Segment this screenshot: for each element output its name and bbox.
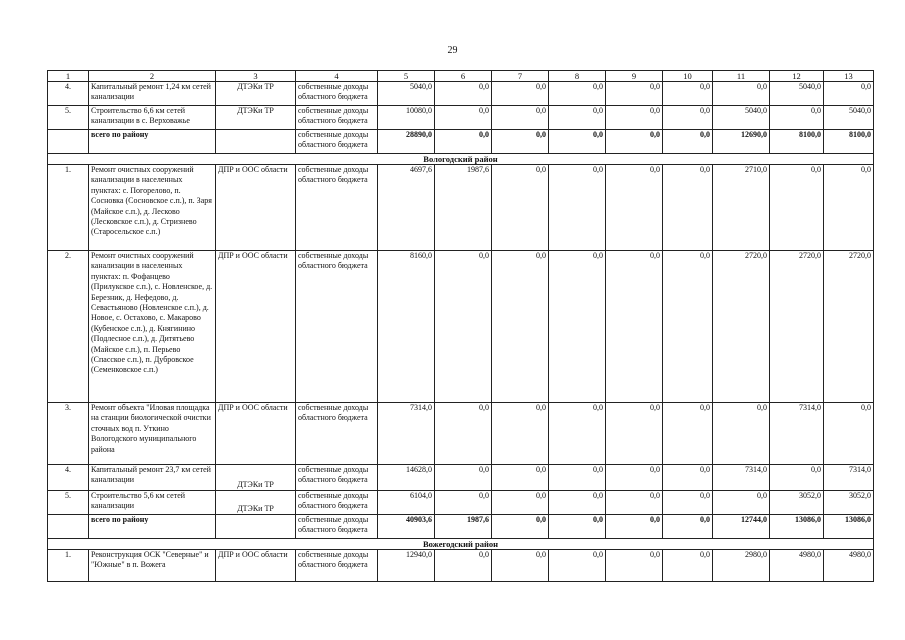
amount-cell: 2720,0 — [713, 251, 770, 403]
amount-cell: 5040,0 — [770, 82, 824, 106]
row-index: 1. — [48, 165, 89, 251]
amount-cell: 8100,0 — [824, 130, 874, 154]
amount-cell: 3052,0 — [770, 491, 824, 515]
column-header: 9 — [606, 71, 663, 82]
amount-cell: 0,0 — [435, 403, 492, 465]
table-row — [48, 491, 874, 515]
row-org: ДПР и ООС области — [216, 403, 296, 465]
row-name: Капитальный ремонт 23,7 км сетей канализации — [89, 465, 216, 491]
amount-cell: 0,0 — [435, 465, 492, 491]
table-row — [48, 403, 874, 465]
column-header: 13 — [824, 71, 874, 82]
row-name: Ремонт объекта "Иловая площадка на станции биологической очистки сточных вод п. Уткино Вологодского муниципального района — [89, 403, 216, 465]
amount-cell: 3052,0 — [824, 491, 874, 515]
amount-cell: 13086,0 — [824, 515, 874, 539]
amount-cell: 6104,0 — [378, 491, 435, 515]
column-header: 8 — [549, 71, 606, 82]
row-name: всего по району — [89, 130, 216, 154]
row-index: 5. — [48, 491, 89, 515]
amount-cell: 0,0 — [492, 165, 549, 251]
table-row — [48, 465, 874, 491]
amount-cell: 0,0 — [713, 82, 770, 106]
amount-cell: 0,0 — [663, 251, 713, 403]
amount-cell: 12744,0 — [713, 515, 770, 539]
amount-cell: 0,0 — [435, 106, 492, 130]
row-org: ДТЭКи ТР — [216, 106, 296, 130]
amount-cell: 12940,0 — [378, 550, 435, 582]
table-header-row — [48, 71, 874, 82]
row-index: 5. — [48, 106, 89, 130]
total-row — [48, 130, 874, 154]
budget-table — [47, 70, 874, 582]
amount-cell: 5040,0 — [378, 82, 435, 106]
row-name: Строительство 6,6 км сетей канализации в с. Верховажье — [89, 106, 216, 130]
row-funding-source: собственные доходы областного бюджета — [296, 130, 378, 154]
amount-cell: 0,0 — [492, 130, 549, 154]
amount-cell: 28890,0 — [378, 130, 435, 154]
amount-cell: 0,0 — [549, 515, 606, 539]
table-row — [48, 82, 874, 106]
amount-cell: 0,0 — [492, 251, 549, 403]
amount-cell: 0,0 — [549, 106, 606, 130]
amount-cell: 0,0 — [663, 403, 713, 465]
amount-cell: 0,0 — [492, 403, 549, 465]
column-header: 3 — [216, 71, 296, 82]
amount-cell: 0,0 — [435, 550, 492, 582]
row-funding-source: собственные доходы областного бюджета — [296, 465, 378, 491]
amount-cell: 0,0 — [549, 165, 606, 251]
amount-cell: 0,0 — [663, 491, 713, 515]
amount-cell: 0,0 — [549, 491, 606, 515]
column-header: 4 — [296, 71, 378, 82]
row-index: 1. — [48, 550, 89, 582]
amount-cell: 0,0 — [435, 130, 492, 154]
amount-cell: 0,0 — [663, 515, 713, 539]
amount-cell: 0,0 — [492, 82, 549, 106]
district-title: Вожегодский район — [48, 539, 874, 550]
page-number: 29 — [447, 45, 458, 56]
amount-cell: 0,0 — [606, 106, 663, 130]
row-name: Ремонт очистных сооружений канализации в населенных пунктах: с. Погорелово, п. Сосновка (Сосновское с.п.), п. Заря (Майское с.п.), д. Лесково (Лесковское с.п.), д. Стризнево (Старосельское с.п.) — [89, 165, 216, 251]
amount-cell: 0,0 — [770, 465, 824, 491]
amount-cell: 0,0 — [663, 106, 713, 130]
amount-cell: 2720,0 — [770, 251, 824, 403]
district-header-row — [48, 539, 874, 550]
row-index: 3. — [48, 403, 89, 465]
amount-cell: 0,0 — [549, 82, 606, 106]
row-name: Строительство 5,6 км сетей канализации — [89, 491, 216, 515]
amount-cell: 7314,0 — [378, 403, 435, 465]
row-org — [216, 130, 296, 154]
amount-cell: 0,0 — [713, 403, 770, 465]
amount-cell: 0,0 — [606, 130, 663, 154]
amount-cell: 0,0 — [606, 491, 663, 515]
amount-cell: 4697,6 — [378, 165, 435, 251]
amount-cell: 0,0 — [492, 106, 549, 130]
row-org: ДТЭКи ТР — [216, 465, 296, 491]
amount-cell: 5040,0 — [713, 106, 770, 130]
column-header: 11 — [713, 71, 770, 82]
amount-cell: 0,0 — [770, 106, 824, 130]
amount-cell: 0,0 — [606, 550, 663, 582]
amount-cell: 10080,0 — [378, 106, 435, 130]
amount-cell: 2720,0 — [824, 251, 874, 403]
column-header: 7 — [492, 71, 549, 82]
row-org: ДТЭКи ТР — [216, 491, 296, 515]
table-row — [48, 550, 874, 582]
amount-cell: 0,0 — [492, 465, 549, 491]
amount-cell: 0,0 — [663, 82, 713, 106]
row-org — [216, 515, 296, 539]
amount-cell: 4980,0 — [824, 550, 874, 582]
amount-cell: 7314,0 — [713, 465, 770, 491]
amount-cell: 0,0 — [606, 403, 663, 465]
amount-cell: 2710,0 — [713, 165, 770, 251]
amount-cell: 0,0 — [663, 465, 713, 491]
amount-cell: 0,0 — [824, 82, 874, 106]
total-row — [48, 515, 874, 539]
row-org: ДПР и ООС области — [216, 165, 296, 251]
row-name: Реконструкция ОСК "Северные" и "Южные" в п. Вожега — [89, 550, 216, 582]
amount-cell: 0,0 — [549, 403, 606, 465]
table-row — [48, 165, 874, 251]
amount-cell: 0,0 — [663, 550, 713, 582]
row-index — [48, 515, 89, 539]
amount-cell: 7314,0 — [770, 403, 824, 465]
row-org: ДТЭКи ТР — [216, 82, 296, 106]
amount-cell: 0,0 — [492, 550, 549, 582]
amount-cell: 0,0 — [606, 82, 663, 106]
column-header: 1 — [48, 71, 89, 82]
row-index: 4. — [48, 82, 89, 106]
amount-cell: 0,0 — [549, 130, 606, 154]
row-index: 2. — [48, 251, 89, 403]
amount-cell: 8100,0 — [770, 130, 824, 154]
amount-cell: 0,0 — [492, 491, 549, 515]
amount-cell: 0,0 — [435, 491, 492, 515]
amount-cell: 1987,6 — [435, 165, 492, 251]
amount-cell: 0,0 — [713, 491, 770, 515]
amount-cell: 0,0 — [824, 165, 874, 251]
amount-cell: 0,0 — [606, 465, 663, 491]
amount-cell: 0,0 — [549, 251, 606, 403]
row-index: 4. — [48, 465, 89, 491]
amount-cell: 0,0 — [549, 465, 606, 491]
amount-cell: 0,0 — [663, 130, 713, 154]
amount-cell: 0,0 — [435, 82, 492, 106]
amount-cell: 0,0 — [549, 550, 606, 582]
amount-cell: 0,0 — [435, 251, 492, 403]
row-funding-source: собственные доходы областного бюджета — [296, 165, 378, 251]
amount-cell: 4980,0 — [770, 550, 824, 582]
amount-cell: 1987,6 — [435, 515, 492, 539]
column-header: 2 — [89, 71, 216, 82]
row-org: ДПР и ООС области — [216, 251, 296, 403]
column-header: 5 — [378, 71, 435, 82]
table-row — [48, 251, 874, 403]
amount-cell: 13086,0 — [770, 515, 824, 539]
row-index — [48, 130, 89, 154]
column-header: 6 — [435, 71, 492, 82]
amount-cell: 0,0 — [606, 165, 663, 251]
amount-cell: 8160,0 — [378, 251, 435, 403]
row-funding-source: собственные доходы областного бюджета — [296, 515, 378, 539]
column-header: 12 — [770, 71, 824, 82]
amount-cell: 7314,0 — [824, 465, 874, 491]
amount-cell: 0,0 — [663, 165, 713, 251]
row-org: ДПР и ООС области — [216, 550, 296, 582]
row-name: Ремонт очистных сооружений канализации в населенных пунктах: п. Фофанцево (Прилукское с.п.), с. Новленское, д. Березник, д. Нефедово, д. Севастьяново (Новленское с.п.), д. Новое, с. Остахово, с. Макарово (Кубенское с.п.), д. Княгинино (Подлесное с.п.), д. Дитятьево (Майское с.п.), п. Перьево (Спасское с.п.), п. Дубровское (Семенковское с.п.) — [89, 251, 216, 403]
amount-cell: 0,0 — [492, 515, 549, 539]
row-funding-source: собственные доходы областного бюджета — [296, 106, 378, 130]
district-header-row — [48, 154, 874, 165]
row-funding-source: собственные доходы областного бюджета — [296, 491, 378, 515]
amount-cell: 0,0 — [770, 165, 824, 251]
row-name: всего по району — [89, 515, 216, 539]
row-funding-source: собственные доходы областного бюджета — [296, 550, 378, 582]
column-header: 10 — [663, 71, 713, 82]
row-funding-source: собственные доходы областного бюджета — [296, 403, 378, 465]
amount-cell: 0,0 — [606, 251, 663, 403]
amount-cell: 5040,0 — [824, 106, 874, 130]
table-row — [48, 106, 874, 130]
district-title: Вологодский район — [48, 154, 874, 165]
amount-cell: 14628,0 — [378, 465, 435, 491]
row-funding-source: собственные доходы областного бюджета — [296, 82, 378, 106]
row-name: Капитальный ремонт 1,24 км сетей канализации — [89, 82, 216, 106]
amount-cell: 40903,6 — [378, 515, 435, 539]
row-funding-source: собственные доходы областного бюджета — [296, 251, 378, 403]
amount-cell: 0,0 — [824, 403, 874, 465]
amount-cell: 0,0 — [606, 515, 663, 539]
amount-cell: 2980,0 — [713, 550, 770, 582]
amount-cell: 12690,0 — [713, 130, 770, 154]
